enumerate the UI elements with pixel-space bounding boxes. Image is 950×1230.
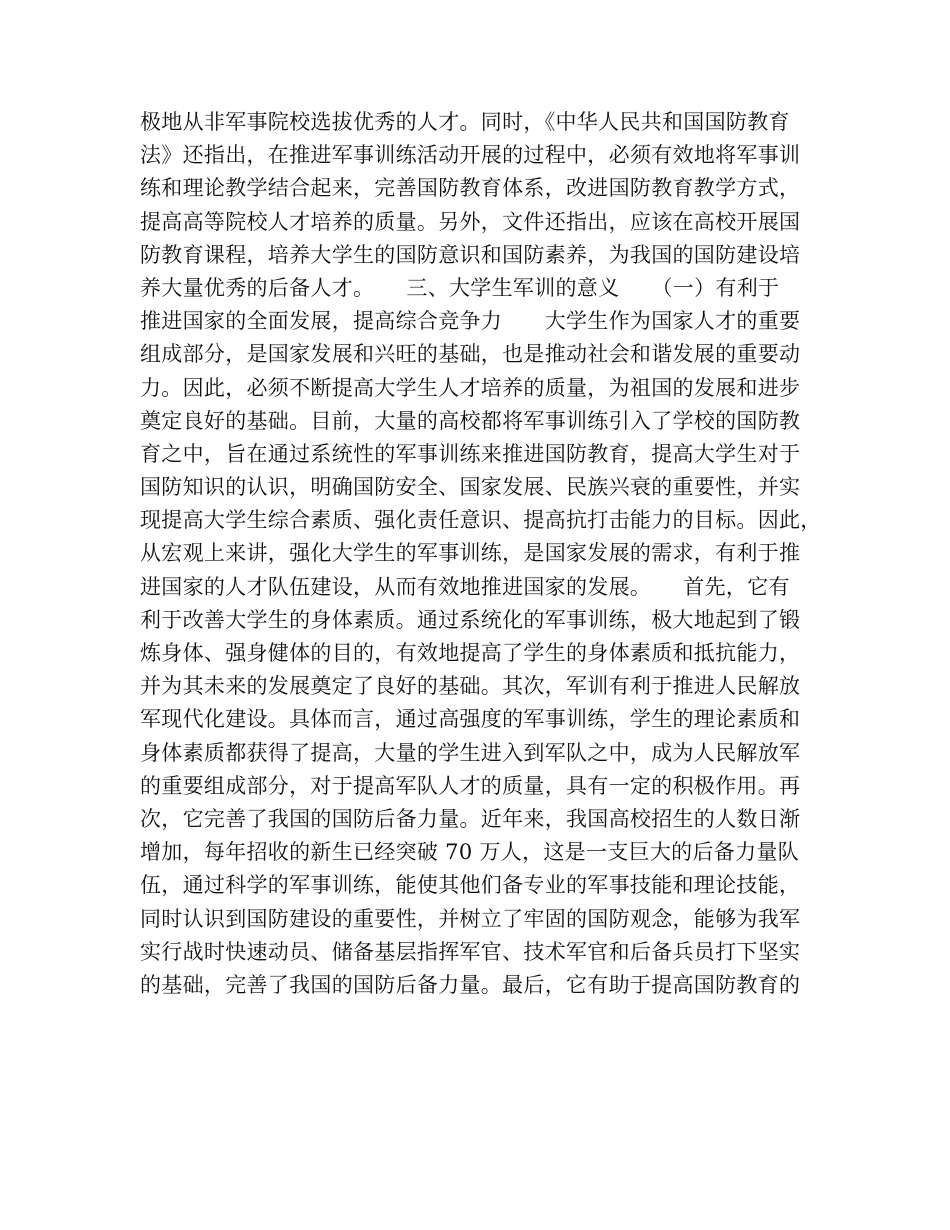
text-line: 奠定良好的基础。目前，大量的高校都将军事训练引入了学校的国防教 — [140, 408, 801, 433]
body-text — [140, 106, 830, 1002]
text-line: 从宏观上来讲，强化大学生的军事训练，是国家发展的需求，有利于推 — [140, 541, 801, 566]
text-line: 育之中，旨在通过系统性的军事训练来推进国防教育，提高大学生对于 — [140, 441, 801, 466]
text-line: 实行战时快速动员、储备基层指挥军官、技术军官和后备兵员打下坚实 — [140, 939, 801, 964]
text-line: 国防知识的认识，明确国防安全、国家发展、民族兴衰的重要性，并实 — [140, 475, 801, 500]
text-line: 练和理论教学结合起来，完善国防教育体系，改进国防教育教学方式， — [140, 176, 801, 201]
text-line: 的重要组成部分，对于提高军队人才的质量，具有一定的积极作用。再 — [140, 773, 801, 798]
text-line: 利于改善大学生的身体素质。通过系统化的军事训练，极大地起到了锻 — [140, 607, 801, 632]
text-line: 组成部分，是国家发展和兴旺的基础，也是推动社会和谐发展的重要动 — [140, 342, 801, 367]
text-line: 增加，每年招收的新生已经突破 70 万人，这是一支巨大的后备力量队 — [140, 840, 799, 865]
text-line: 并为其未来的发展奠定了良好的基础。其次，军训有利于推进人民解放 — [140, 674, 801, 699]
text-line: 的基础，完善了我国的国防后备力量。最后，它有助于提高国防教育的 — [140, 972, 801, 997]
text-line: 炼身体、强身健体的目的，有效地提高了学生的身体素质和抵抗能力， — [140, 641, 801, 665]
text-line: 身体素质都获得了提高，大量的学生进入到军队之中，成为人民解放军 — [140, 740, 801, 765]
text-line: 进国家的人才队伍建设，从而有效地推进国家的发展。 首先，它有 — [140, 574, 790, 599]
text-line: 推进国家的全面发展，提高综合竞争力 大学生作为国家人才的重要 — [140, 309, 801, 334]
text-line: 力。因此，必须不断提高大学生人才培养的质量，为祖国的发展和进步 — [140, 375, 801, 400]
text-line: 提高高等院校人才培养的质量。另外，文件还指出，应该在高校开展国 — [140, 209, 801, 234]
text-line: 现提高大学生综合素质、强化责任意识、提高抗打击能力的目标。因此， — [140, 508, 822, 533]
text-line: 养大量优秀的后备人才。 三、大学生军训的意义 （一）有利于 — [140, 275, 780, 300]
text-line: 军现代化建设。具体而言，通过高强度的军事训练，学生的理论素质和 — [140, 707, 801, 732]
text-line: 防教育课程，培养大学生的国防意识和国防素养，为我国的国防建设培 — [140, 242, 801, 267]
text-line: 极地从非军事院校选拔优秀的人才。同时，《中华人民共和国国防教育 — [140, 110, 790, 134]
text-line: 伍，通过科学的军事训练，能使其他们备专业的军事技能和理论技能， — [140, 873, 801, 898]
text-line: 法》还指出，在推进军事训练活动开展的过程中，必须有效地将军事训 — [140, 143, 801, 168]
text-line: 同时认识到国防建设的重要性，并树立了牢固的国防观念，能够为我军 — [140, 906, 801, 931]
text-line: 次，它完善了我国的国防后备力量。近年来，我国高校招生的人数日渐 — [140, 806, 801, 831]
